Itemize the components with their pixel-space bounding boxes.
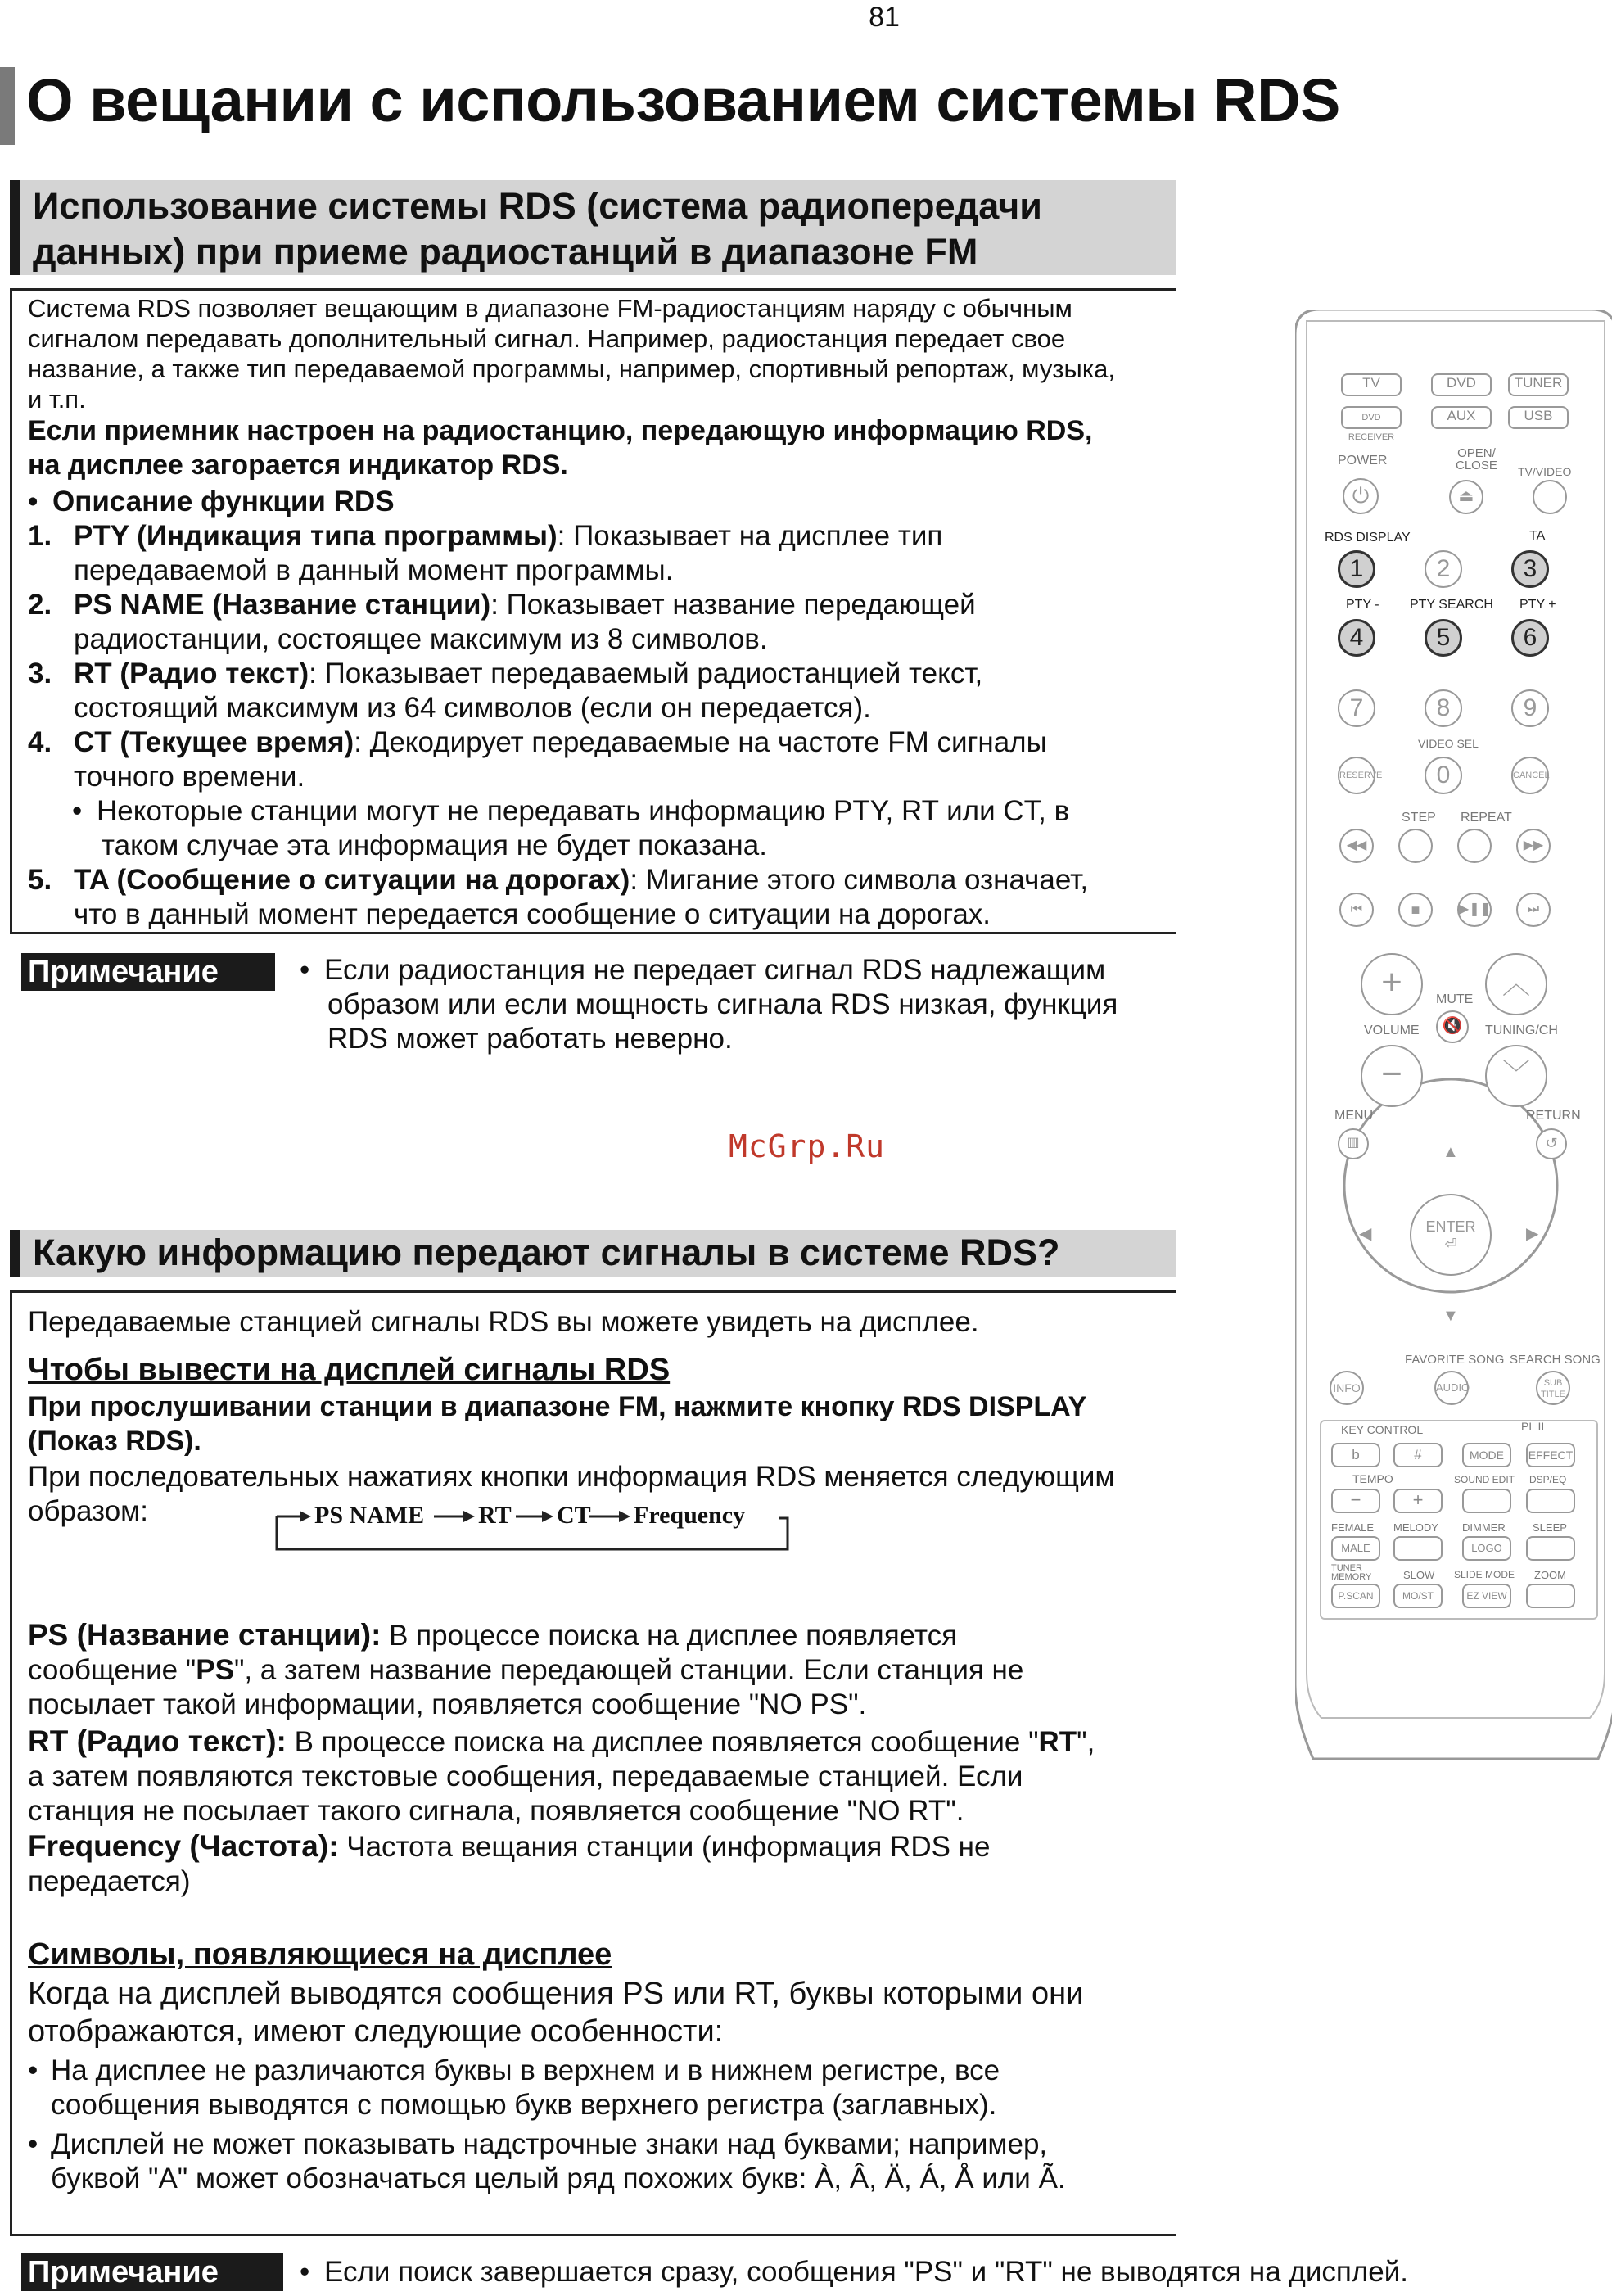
bullet-icon: •	[28, 2128, 38, 2160]
volume-label: VOLUME	[1364, 1024, 1420, 1037]
sub-bullet-text: таком случае эта информация не будет показана.	[102, 829, 767, 861]
ps-description	[28, 1618, 1174, 1722]
dsp-eq-button[interactable]	[1526, 1489, 1575, 1513]
arrow-right-icon: ▶	[1526, 1225, 1539, 1243]
item-number: 2.	[28, 589, 52, 621]
frequency-text: передается)	[28, 1865, 191, 1897]
nav-right-button[interactable]	[1526, 1223, 1538, 1244]
key-flat-button[interactable]: b	[1331, 1443, 1380, 1467]
item-number: 5.	[28, 864, 52, 896]
rds-display-instruction	[28, 1390, 1174, 1458]
button-9[interactable]: 9	[1511, 689, 1549, 727]
instruction-line: При прослушивании станции в диапазоне FM, нажмите кнопку RDS DISPLAY	[28, 1391, 1087, 1422]
sequence-line: При последовательных нажатиях кнопки информация RDS меняется следующим	[28, 1461, 1115, 1493]
tuning-down-button[interactable]	[1485, 1045, 1547, 1107]
intro-line: название, а также тип передаваемой программы, например, спортивный репортаж, музыка,	[28, 355, 1115, 383]
nav-left-button[interactable]	[1359, 1223, 1371, 1244]
usb-button[interactable]: USB	[1508, 406, 1569, 429]
rds-display-label: RDS DISPLAY	[1325, 531, 1411, 545]
sound-edit-label: SOUND EDIT	[1454, 1474, 1515, 1485]
mo-st-button[interactable]: MO/ST	[1393, 1584, 1443, 1608]
feature-item-4	[28, 725, 1174, 794]
cancel-button[interactable]: CANCEL	[1511, 757, 1549, 794]
plus-icon: +	[1412, 1489, 1424, 1510]
dvd-receiver-button[interactable]: DVD RECEIVER	[1341, 406, 1402, 429]
melody-button[interactable]	[1393, 1536, 1443, 1561]
step-label: STEP	[1402, 811, 1436, 825]
page-title: О вещании с использованием системы RDS	[26, 66, 1340, 134]
step-button[interactable]	[1398, 829, 1433, 863]
item-text: : Показывает название передающей	[490, 589, 976, 621]
previous-button[interactable]	[1339, 893, 1374, 927]
features-heading	[28, 485, 1174, 519]
tuner-memory-label: TUNER MEMORY	[1331, 1563, 1372, 1582]
item-text: точного времени.	[74, 761, 305, 793]
enter-icon: ⏎	[1444, 1236, 1457, 1252]
open-close-label: OPEN/ CLOSE	[1456, 446, 1497, 472]
rds-display-cycle-diagram	[275, 1500, 789, 1554]
item-term: PS NAME (Название станции)	[74, 589, 491, 621]
rt-description	[28, 1724, 1174, 1828]
section1-heading-line2: данных) при приеме радиостанций в диапазоне FM	[33, 231, 978, 273]
search-song-label: SEARCH SONG	[1510, 1353, 1601, 1367]
rewind-icon: ◀◀	[1346, 838, 1367, 852]
skip-forward-icon: ⏭	[1527, 902, 1540, 916]
rt-text: ",	[1077, 1726, 1095, 1758]
power-label: POWER	[1338, 454, 1388, 468]
item-term: CT (Текущее время)	[74, 726, 354, 758]
note-line: RDS может работать неверно.	[327, 1023, 733, 1055]
next-button[interactable]	[1516, 893, 1551, 927]
ps-text: посылает такой информации, появляется сообщение "NO PS".	[28, 1688, 867, 1720]
slide-mode-label: SLIDE MODE	[1454, 1569, 1515, 1580]
audio-button[interactable]: AUDIO	[1434, 1371, 1469, 1405]
rt-term: RT (Радио текст):	[28, 1724, 287, 1758]
sleep-label: SLEEP	[1533, 1521, 1567, 1534]
button-4[interactable]: 4	[1338, 619, 1375, 657]
dvd-button[interactable]: DVD	[1431, 373, 1492, 396]
frequency-text: Частота вещания станции (информация RDS не	[338, 1831, 991, 1863]
feature-item-5	[28, 863, 1174, 932]
ps-term: PS (Название станции):	[28, 1618, 382, 1652]
reserve-button[interactable]: RESERVE	[1338, 757, 1375, 794]
pty-plus-label: PTY +	[1519, 598, 1556, 612]
tuning-up-button[interactable]	[1485, 953, 1547, 1015]
mute-icon: 🔇	[1442, 1017, 1463, 1035]
power-button[interactable]	[1343, 478, 1379, 514]
mode-button[interactable]: MODE	[1462, 1443, 1511, 1467]
menu-button[interactable]	[1338, 1128, 1369, 1159]
bullet-icon: •	[28, 2054, 38, 2086]
chars-bullet-1	[28, 2054, 1174, 2122]
sound-edit-button[interactable]	[1462, 1489, 1511, 1513]
logo-button[interactable]: LOGO	[1462, 1536, 1511, 1561]
item-term: PTY (Индикация типа программы)	[74, 520, 558, 552]
button-2[interactable]: 2	[1425, 550, 1462, 588]
p-scan-button[interactable]: P.SCAN	[1331, 1584, 1380, 1608]
flow-step-ct: CT	[557, 1502, 591, 1529]
item-text: : Мигание этого символа означает,	[630, 864, 1089, 896]
bullet-text: сообщения выводятся с помощью букв верхнего регистра (заглавных).	[51, 2089, 997, 2121]
mute-label: MUTE	[1436, 992, 1474, 1006]
section1-top-rule	[10, 288, 1176, 291]
zoom-label: ZOOM	[1534, 1569, 1566, 1581]
rewind-button[interactable]	[1339, 829, 1374, 863]
button-7[interactable]: 7	[1338, 689, 1375, 727]
rt-code: RT	[1038, 1726, 1077, 1758]
note-text-2	[300, 2255, 1446, 2289]
section2-heading	[10, 1230, 1176, 1277]
plus-icon: +	[1381, 962, 1402, 1002]
rt-text: а затем появляются текстовые сообщения, передаваемые станцией. Если	[28, 1760, 1023, 1792]
section1-bold-statement	[28, 414, 1174, 482]
bullet-text: На дисплее не различаются буквы в верхнем и в нижнем регистре, все	[51, 2054, 1000, 2086]
bullet-icon: •	[300, 2256, 310, 2288]
tempo-down-button[interactable]	[1331, 1489, 1380, 1513]
minus-icon: −	[1381, 1054, 1402, 1094]
button-5[interactable]: 5	[1425, 619, 1462, 657]
play-pause-button[interactable]	[1457, 893, 1492, 927]
eject-icon: ⏏	[1458, 487, 1474, 505]
fast-forward-icon: ▶▶	[1523, 838, 1544, 852]
repeat-label: REPEAT	[1461, 811, 1512, 825]
note-label-2: Примечание	[21, 2253, 283, 2291]
button-3[interactable]: 3	[1511, 550, 1549, 588]
enter-label: ENTER	[1425, 1218, 1476, 1235]
frequency-description	[28, 1829, 1174, 1899]
bullet-icon: •	[300, 954, 310, 986]
tv-video-button[interactable]	[1533, 480, 1567, 514]
item-term: TA (Сообщение о ситуации на дорогах)	[74, 864, 630, 896]
sleep-button[interactable]	[1526, 1536, 1575, 1561]
section1-heading-line1: Использование системы RDS (система радиопередачи	[33, 185, 1042, 227]
chars-line: Когда на дисплей выводятся сообщения PS или RT, буквы которыми они	[28, 1977, 1084, 2011]
rt-text: станция не посылает такого сигнала, появляется сообщение "NO RT".	[28, 1795, 964, 1827]
subtitle-button[interactable]: SUB TITLE	[1536, 1371, 1570, 1405]
return-icon: ↺	[1545, 1135, 1558, 1151]
arrow-left-icon: ◀	[1359, 1225, 1372, 1243]
item-text: состоящий максимум из 64 символов (если он передается).	[74, 692, 871, 724]
item-number: 3.	[28, 658, 52, 689]
bullet-text: Дисплей не может показывать надстрочные знаки над буквами; например,	[51, 2128, 1048, 2160]
melody-label: MELODY	[1393, 1521, 1438, 1534]
button-1[interactable]: 1	[1338, 550, 1375, 588]
chars-line: отображаются, имеют следующие особенности:	[28, 2014, 724, 2049]
fast-forward-button[interactable]	[1516, 829, 1551, 863]
pty-minus-label: PTY -	[1346, 598, 1379, 612]
sequence-line: образом:	[28, 1495, 148, 1527]
title-accent-bar	[0, 67, 15, 145]
ps-text: ", а затем название передающей станции. Если станция не	[233, 1654, 1024, 1686]
menu-icon: ▥	[1347, 1136, 1360, 1150]
flow-step-ps-name: PS NAME	[314, 1502, 425, 1529]
stop-icon: ■	[1411, 902, 1420, 918]
chevron-down-icon: ﹀	[1502, 1059, 1530, 1090]
dsp-eq-label: DSP/EQ	[1529, 1474, 1567, 1485]
chars-bullet-2	[28, 2127, 1174, 2196]
female-label: FEMALE	[1331, 1521, 1375, 1534]
bold-line: Если приемник настроен на радиостанцию, передающую информацию RDS,	[28, 415, 1093, 446]
tempo-up-button[interactable]	[1393, 1489, 1443, 1513]
item-text: : Декодирует передаваемые на частоте FM сигналы	[354, 726, 1047, 758]
page-number: 81	[869, 2, 900, 33]
item-text: передаваемой в данный момент программы.	[74, 554, 674, 586]
volume-up-button[interactable]	[1361, 953, 1423, 1015]
section1-bottom-rule	[10, 932, 1176, 934]
chars-intro	[28, 1975, 1174, 2050]
mute-button[interactable]	[1436, 1010, 1469, 1043]
item-text: : Показывает на дисплее тип	[557, 520, 943, 552]
note-line: Если радиостанция не передает сигнал RDS надлежащим	[324, 954, 1106, 986]
item-term: RT (Радио текст)	[74, 658, 309, 689]
feature-item-1	[28, 519, 1174, 588]
ps-text: В процессе поиска на дисплее появляется	[381, 1620, 958, 1652]
intro-line: Система RDS позволяет вещающим в диапазоне FM-радиостанциям наряду с обычным	[28, 294, 1072, 323]
bullet-icon: •	[28, 486, 38, 518]
section1-left-rule	[10, 288, 12, 933]
zoom-button[interactable]	[1526, 1584, 1575, 1608]
arrow-up-icon: ▲	[1443, 1143, 1459, 1161]
section2-intro: Передаваемые станцией сигналы RDS вы можете увидеть на дисплее.	[28, 1306, 979, 1338]
button-6[interactable]: 6	[1511, 619, 1549, 657]
item-text: радиостанции, состоящее максимум из 8 символов.	[74, 623, 768, 655]
feature-sub-bullet	[72, 794, 1169, 863]
slow-label: SLOW	[1403, 1569, 1435, 1581]
key-control-label: KEY CONTROL	[1341, 1423, 1424, 1436]
remote-control-illustration	[1295, 310, 1612, 1767]
instruction-line: (Показ RDS).	[28, 1426, 201, 1457]
nav-down-button[interactable]	[1443, 1307, 1459, 1326]
flow-step-rt: RT	[478, 1502, 512, 1529]
section2-bottom-rule	[10, 2234, 1176, 2236]
male-button[interactable]: MALE	[1331, 1536, 1380, 1561]
favorite-song-label: FAVORITE SONG	[1405, 1353, 1505, 1367]
return-button[interactable]	[1536, 1128, 1567, 1159]
button-8[interactable]: 8	[1425, 689, 1462, 727]
skip-back-icon: ⏮	[1350, 902, 1363, 916]
stop-button[interactable]	[1398, 893, 1433, 927]
note-line: Если поиск завершается сразу, сообщения "PS" и "RT" не выводятся на дисплей.	[324, 2256, 1408, 2288]
button-0[interactable]: 0	[1425, 757, 1462, 794]
item-number: 1.	[28, 520, 52, 552]
subheading-show-rds: Чтобы вывести на дисплей сигналы RDS	[28, 1353, 671, 1387]
bullet-icon: •	[72, 795, 83, 827]
return-label: RETURN	[1526, 1109, 1581, 1123]
arrow-down-icon: ▼	[1443, 1307, 1459, 1325]
ps-code: PS	[196, 1654, 234, 1686]
feature-item-2	[28, 588, 1174, 657]
section2-heading-text: Какую информацию передают сигналы в системе RDS?	[33, 1232, 1060, 1273]
item-text: что в данный момент передается сообщение о ситуации на дорогах.	[74, 898, 991, 930]
item-text: : Показывает передаваемый радиостанцией текст,	[309, 658, 983, 689]
nav-up-button[interactable]	[1443, 1143, 1459, 1162]
ta-label: TA	[1529, 529, 1546, 543]
tempo-label: TEMPO	[1352, 1472, 1393, 1485]
video-sel-label: VIDEO SEL	[1418, 737, 1479, 750]
dimmer-label: DIMMER	[1462, 1521, 1506, 1534]
tv-video-label: TV/VIDEO	[1518, 465, 1572, 478]
bold-line: на дисплее загорается индикатор RDS.	[28, 450, 568, 481]
section2-top-rule	[10, 1290, 1176, 1293]
intro-line: сигналом передавать дополнительный сигнал. Например, радиостанция передает свое	[28, 324, 1066, 353]
frequency-term: Frequency (Частота):	[28, 1829, 339, 1863]
rt-text: В процессе поиска на дисплее появляется сообщение "	[286, 1726, 1039, 1758]
intro-line: и т.п.	[28, 385, 86, 414]
sub-bullet-text: Некоторые станции могут не передавать информацию PTY, RT или CT, в	[97, 795, 1070, 827]
open-close-button[interactable]	[1449, 480, 1483, 514]
section1-intro	[28, 293, 1174, 414]
repeat-button[interactable]	[1457, 829, 1492, 863]
info-button[interactable]: INFO	[1330, 1371, 1364, 1405]
tv-button[interactable]: TV	[1341, 373, 1402, 396]
tuner-button[interactable]: TUNER	[1508, 373, 1569, 396]
section2-left-rule	[10, 1290, 12, 2235]
flow-step-frequency: Frequency	[634, 1502, 746, 1529]
power-icon: ⏻	[1352, 483, 1370, 508]
pty-search-label: PTY SEARCH	[1410, 598, 1493, 612]
minus-icon: −	[1350, 1489, 1361, 1510]
note-text	[300, 953, 1176, 1056]
ps-text: сообщение "	[28, 1654, 196, 1686]
features-heading-text: Описание функции RDS	[52, 486, 395, 518]
pl2-label: PL II	[1521, 1420, 1545, 1433]
effect-button[interactable]: EFFECT	[1526, 1443, 1575, 1467]
watermark-text: McGrp.Ru	[729, 1128, 886, 1164]
tuning-ch-label: TUNING/CH	[1485, 1024, 1558, 1037]
key-sharp-button[interactable]: #	[1393, 1443, 1443, 1467]
item-number: 4.	[28, 726, 52, 758]
menu-label: MENU	[1334, 1109, 1374, 1123]
feature-item-3	[28, 657, 1174, 725]
note-label: Примечание	[21, 953, 275, 991]
enter-button[interactable]	[1410, 1194, 1492, 1276]
note-line: образом или если мощность сигнала RDS низкая, функция	[327, 988, 1118, 1020]
chevron-up-icon: ︿	[1502, 969, 1530, 1000]
volume-down-button[interactable]	[1361, 1045, 1423, 1107]
ez-view-button[interactable]: EZ VIEW	[1462, 1584, 1511, 1608]
subheading-display-chars: Символы, появляющиеся на дисплее	[28, 1937, 612, 1972]
aux-button[interactable]: AUX	[1431, 406, 1492, 429]
play-pause-icon: ▶❚❚	[1459, 902, 1492, 916]
section1-heading	[10, 180, 1176, 275]
bullet-text: буквой "A" может обозначаться целый ряд похожих букв: À, Â, Ä, Á, Å или Ã.	[51, 2163, 1066, 2194]
